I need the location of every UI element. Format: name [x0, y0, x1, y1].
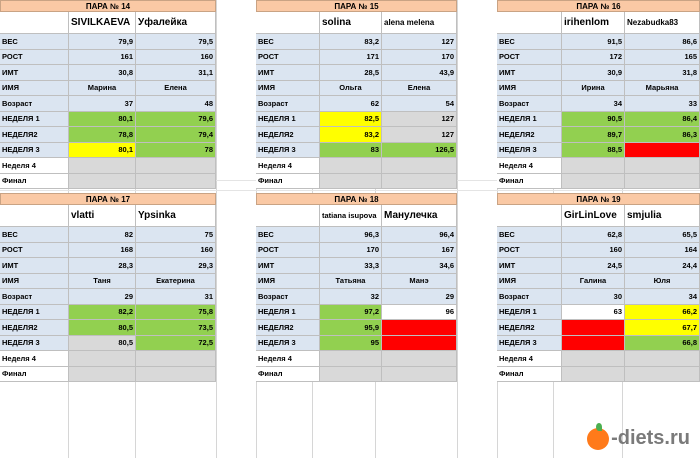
row-label: НЕДЕЛЯ 3 [0, 143, 69, 159]
value-cell: Галина [562, 274, 625, 290]
value-cell: 65,5 [625, 227, 700, 243]
row-label: Неделя 4 [497, 351, 562, 367]
value-cell: 83,2 [320, 34, 382, 50]
value-cell: 34 [625, 289, 700, 305]
value-cell: 66,8 [625, 336, 700, 352]
blank-cell [0, 205, 69, 227]
value-cell: 88,5 [562, 143, 625, 159]
row-label: ИМЯ [256, 274, 320, 290]
nick-1: vlatti [69, 205, 136, 227]
value-cell [382, 336, 457, 352]
value-cell: Марина [69, 81, 136, 97]
row-label: НЕДЕЛЯ 1 [0, 112, 69, 128]
row-imya [256, 274, 457, 290]
value-cell: 80,1 [69, 112, 136, 128]
row-week2 [0, 320, 216, 336]
pair-block [497, 0, 700, 185]
value-cell: Таня [69, 274, 136, 290]
value-cell: 30 [562, 289, 625, 305]
grid-line [457, 0, 458, 458]
row-rost [497, 243, 700, 259]
value-cell [320, 367, 382, 383]
value-cell: 82,5 [320, 112, 382, 128]
row-label: Финал [0, 174, 69, 190]
value-cell: 165 [625, 50, 700, 66]
row-imt [0, 258, 216, 274]
value-cell [320, 158, 382, 174]
row-label: Возраст [0, 289, 69, 305]
value-cell: 32 [320, 289, 382, 305]
row-label: НЕДЕЛЯ2 [497, 127, 562, 143]
row-vozrast [256, 289, 457, 305]
row-label: ИМЯ [497, 81, 562, 97]
nick-2: smjulia [625, 205, 700, 227]
row-label: НЕДЕЛЯ 1 [256, 112, 320, 128]
row-week3 [497, 143, 700, 159]
row-week3 [256, 143, 457, 159]
row-label: ИМТ [256, 65, 320, 81]
row-imya [256, 81, 457, 97]
row-label: Возраст [497, 289, 562, 305]
value-cell: 80,1 [69, 143, 136, 159]
row-week1 [256, 112, 457, 128]
value-cell: 171 [320, 50, 382, 66]
row-label: ИМТ [0, 65, 69, 81]
row-label: Неделя 4 [256, 158, 320, 174]
row-label: Неделя 4 [0, 158, 69, 174]
value-cell: 62,8 [562, 227, 625, 243]
row-label: Неделя 4 [497, 158, 562, 174]
row-label: Финал [0, 367, 69, 383]
row-label: Финал [497, 367, 562, 383]
pair-title: ПАРА № 15 [256, 0, 457, 12]
row-week3 [497, 336, 700, 352]
value-cell: 161 [69, 50, 136, 66]
value-cell: 31,8 [625, 65, 700, 81]
value-cell: 170 [382, 50, 457, 66]
row-week4 [497, 158, 700, 174]
pair-title: ПАРА № 17 [0, 193, 216, 205]
nick-row [0, 205, 216, 227]
value-cell [136, 158, 216, 174]
value-cell: 168 [69, 243, 136, 259]
row-week2 [497, 320, 700, 336]
value-cell: 80,5 [69, 336, 136, 352]
value-cell: 90,5 [562, 112, 625, 128]
pair-title: ПАРА № 14 [0, 0, 216, 12]
row-rost [0, 243, 216, 259]
value-cell: 127 [382, 127, 457, 143]
row-label: РОСТ [0, 50, 69, 66]
value-cell: Татьяна [320, 274, 382, 290]
value-cell: 79,9 [69, 34, 136, 50]
value-cell: 96,3 [320, 227, 382, 243]
row-label: НЕДЕЛЯ2 [497, 320, 562, 336]
value-cell: 75,8 [136, 305, 216, 321]
value-cell: 34,6 [382, 258, 457, 274]
row-label: ИМТ [497, 258, 562, 274]
value-cell: Ирина [562, 81, 625, 97]
blank-cell [256, 205, 320, 227]
row-label: РОСТ [256, 50, 320, 66]
row-week4 [497, 351, 700, 367]
row-label: РОСТ [0, 243, 69, 259]
row-imya [497, 81, 700, 97]
row-final [256, 367, 457, 383]
value-cell: 160 [562, 243, 625, 259]
row-label: НЕДЕЛЯ 3 [0, 336, 69, 352]
row-label: Неделя 4 [256, 351, 320, 367]
value-cell: 31 [136, 289, 216, 305]
nick-2: Уфалейка [136, 12, 216, 34]
row-label: НЕДЕЛЯ 3 [256, 336, 320, 352]
row-ves [0, 227, 216, 243]
nick-2: Манулечка [382, 205, 457, 227]
row-label: Возраст [256, 96, 320, 112]
row-label: НЕДЕЛЯ2 [0, 320, 69, 336]
row-week2 [256, 127, 457, 143]
value-cell: Манэ [382, 274, 457, 290]
row-label: Финал [256, 367, 320, 383]
value-cell: 73,5 [136, 320, 216, 336]
value-cell: 28,5 [320, 65, 382, 81]
nick-1: SIVILKAEVA [69, 12, 136, 34]
apple-logo-icon [587, 428, 609, 450]
row-week4 [256, 158, 457, 174]
value-cell: 79,4 [136, 127, 216, 143]
value-cell: 43,9 [382, 65, 457, 81]
row-label: НЕДЕЛЯ2 [0, 127, 69, 143]
row-label: НЕДЕЛЯ 3 [256, 143, 320, 159]
value-cell: 91,5 [562, 34, 625, 50]
value-cell: 33,3 [320, 258, 382, 274]
row-label: НЕДЕЛЯ 1 [497, 305, 562, 321]
row-label: Возраст [497, 96, 562, 112]
value-cell [625, 143, 700, 159]
row-imya [497, 274, 700, 290]
row-week1 [0, 305, 216, 321]
row-label: ИМТ [256, 258, 320, 274]
value-cell: 30,9 [562, 65, 625, 81]
row-label: НЕДЕЛЯ2 [256, 127, 320, 143]
value-cell [69, 367, 136, 383]
row-week2 [0, 127, 216, 143]
value-cell: 95,9 [320, 320, 382, 336]
value-cell: 79,5 [136, 34, 216, 50]
row-vozrast [497, 289, 700, 305]
value-cell: Марьяна [625, 81, 700, 97]
row-imt [256, 65, 457, 81]
value-cell [136, 174, 216, 190]
value-cell: 31,1 [136, 65, 216, 81]
row-rost [256, 243, 457, 259]
value-cell: 160 [136, 50, 216, 66]
row-label: ИМЯ [0, 274, 69, 290]
value-cell [382, 158, 457, 174]
value-cell [69, 174, 136, 190]
value-cell: 172 [562, 50, 625, 66]
value-cell: 83,2 [320, 127, 382, 143]
nick-row [497, 12, 700, 34]
value-cell [136, 351, 216, 367]
value-cell: 33 [625, 96, 700, 112]
row-label: РОСТ [497, 50, 562, 66]
value-cell: 29 [69, 289, 136, 305]
row-week3 [256, 336, 457, 352]
value-cell: 170 [320, 243, 382, 259]
row-imt [256, 258, 457, 274]
value-cell: 160 [136, 243, 216, 259]
watermark-text: -diets.ru [611, 427, 690, 449]
row-label: Финал [497, 174, 562, 190]
nick-2: Nezabudka83 [625, 12, 700, 34]
value-cell: 127 [382, 112, 457, 128]
value-cell [320, 174, 382, 190]
value-cell: 29 [382, 289, 457, 305]
row-rost [497, 50, 700, 66]
value-cell: 48 [136, 96, 216, 112]
value-cell [562, 367, 625, 383]
value-cell [562, 158, 625, 174]
row-label: ВЕС [0, 34, 69, 50]
pair-block [0, 193, 216, 378]
value-cell: 89,7 [562, 127, 625, 143]
row-label: ИМТ [0, 258, 69, 274]
row-label: Неделя 4 [0, 351, 69, 367]
diets-watermark [587, 427, 690, 450]
value-cell: 97,2 [320, 305, 382, 321]
row-label: Возраст [0, 96, 69, 112]
nick-row [0, 12, 216, 34]
value-cell: 63 [562, 305, 625, 321]
row-vozrast [0, 96, 216, 112]
row-week2 [497, 127, 700, 143]
blank-cell [497, 12, 562, 34]
value-cell: 30,8 [69, 65, 136, 81]
value-cell: 82,2 [69, 305, 136, 321]
row-ves [497, 34, 700, 50]
value-cell: 78,8 [69, 127, 136, 143]
row-label: ИМЯ [497, 274, 562, 290]
row-rost [0, 50, 216, 66]
value-cell: 126,5 [382, 143, 457, 159]
value-cell: 164 [625, 243, 700, 259]
row-label: НЕДЕЛЯ2 [256, 320, 320, 336]
value-cell: 95 [320, 336, 382, 352]
pair-title: ПАРА № 16 [497, 0, 700, 12]
row-label: ВЕС [256, 227, 320, 243]
pair-block [0, 0, 216, 185]
value-cell: 96,4 [382, 227, 457, 243]
row-final [497, 174, 700, 190]
nick-row [256, 12, 457, 34]
row-label: НЕДЕЛЯ 3 [497, 336, 562, 352]
row-label: ИМЯ [0, 81, 69, 97]
row-vozrast [256, 96, 457, 112]
row-vozrast [497, 96, 700, 112]
row-label: Финал [256, 174, 320, 190]
row-week4 [0, 351, 216, 367]
value-cell [625, 158, 700, 174]
value-cell: 80,5 [69, 320, 136, 336]
value-cell [69, 158, 136, 174]
value-cell [625, 174, 700, 190]
value-cell: 66,2 [625, 305, 700, 321]
value-cell [625, 367, 700, 383]
grid-line [216, 0, 217, 458]
row-week3 [0, 336, 216, 352]
value-cell: 72,5 [136, 336, 216, 352]
value-cell [382, 320, 457, 336]
row-week1 [497, 305, 700, 321]
row-rost [256, 50, 457, 66]
row-label: ИМЯ [256, 81, 320, 97]
row-label: ВЕС [497, 227, 562, 243]
row-imya [0, 274, 216, 290]
value-cell [382, 351, 457, 367]
row-label: ВЕС [256, 34, 320, 50]
row-label: РОСТ [256, 243, 320, 259]
row-ves [256, 34, 457, 50]
row-final [0, 174, 216, 190]
row-label: НЕДЕЛЯ 1 [256, 305, 320, 321]
value-cell: 82 [69, 227, 136, 243]
value-cell [562, 336, 625, 352]
value-cell [625, 351, 700, 367]
value-cell [69, 351, 136, 367]
value-cell: 34 [562, 96, 625, 112]
value-cell: 75 [136, 227, 216, 243]
value-cell: 67,7 [625, 320, 700, 336]
value-cell: 78 [136, 143, 216, 159]
value-cell [562, 351, 625, 367]
value-cell: 79,6 [136, 112, 216, 128]
value-cell: Юля [625, 274, 700, 290]
pair-block [256, 0, 457, 185]
row-label: НЕДЕЛЯ 1 [0, 305, 69, 321]
row-final [256, 174, 457, 190]
row-final [0, 367, 216, 383]
nick-1: solina [320, 12, 382, 34]
value-cell: 86,6 [625, 34, 700, 50]
value-cell: 96 [382, 305, 457, 321]
row-week4 [0, 158, 216, 174]
blank-cell [0, 12, 69, 34]
row-label: ВЕС [497, 34, 562, 50]
value-cell: 24,4 [625, 258, 700, 274]
nick-row [497, 205, 700, 227]
value-cell: Екатерина [136, 274, 216, 290]
row-week1 [497, 112, 700, 128]
row-label: РОСТ [497, 243, 562, 259]
value-cell: 83 [320, 143, 382, 159]
row-imt [497, 258, 700, 274]
value-cell [562, 320, 625, 336]
value-cell [562, 174, 625, 190]
pair-block [497, 193, 700, 378]
value-cell [382, 367, 457, 383]
blank-cell [256, 12, 320, 34]
nick-1: GirLinLove [562, 205, 625, 227]
grid-line [0, 190, 700, 191]
value-cell: 127 [382, 34, 457, 50]
row-week2 [256, 320, 457, 336]
blank-cell [497, 205, 562, 227]
row-week4 [256, 351, 457, 367]
value-cell: 54 [382, 96, 457, 112]
value-cell: Ольга [320, 81, 382, 97]
row-label: НЕДЕЛЯ 1 [497, 112, 562, 128]
row-week1 [0, 112, 216, 128]
nick-row [256, 205, 457, 227]
nick-2: alena melena [382, 12, 457, 34]
row-label: НЕДЕЛЯ 3 [497, 143, 562, 159]
value-cell: 28,3 [69, 258, 136, 274]
value-cell: 86,3 [625, 127, 700, 143]
row-vozrast [0, 289, 216, 305]
row-week3 [0, 143, 216, 159]
row-imya [0, 81, 216, 97]
pair-title: ПАРА № 18 [256, 193, 457, 205]
row-ves [497, 227, 700, 243]
value-cell: 62 [320, 96, 382, 112]
value-cell: Елена [382, 81, 457, 97]
value-cell [320, 351, 382, 367]
row-ves [256, 227, 457, 243]
value-cell: 86,4 [625, 112, 700, 128]
row-imt [497, 65, 700, 81]
nick-2: Ypsinka [136, 205, 216, 227]
pair-block [256, 193, 457, 378]
pair-title: ПАРА № 19 [497, 193, 700, 205]
value-cell: Елена [136, 81, 216, 97]
nick-1: tatiana isupova [320, 205, 382, 227]
value-cell: 37 [69, 96, 136, 112]
value-cell: 29,3 [136, 258, 216, 274]
nick-1: irihenlom [562, 12, 625, 34]
value-cell [382, 174, 457, 190]
value-cell: 167 [382, 243, 457, 259]
row-label: ИМТ [497, 65, 562, 81]
value-cell: 24,5 [562, 258, 625, 274]
row-label: ВЕС [0, 227, 69, 243]
row-imt [0, 65, 216, 81]
value-cell [136, 367, 216, 383]
row-label: Возраст [256, 289, 320, 305]
row-ves [0, 34, 216, 50]
row-week1 [256, 305, 457, 321]
row-final [497, 367, 700, 383]
